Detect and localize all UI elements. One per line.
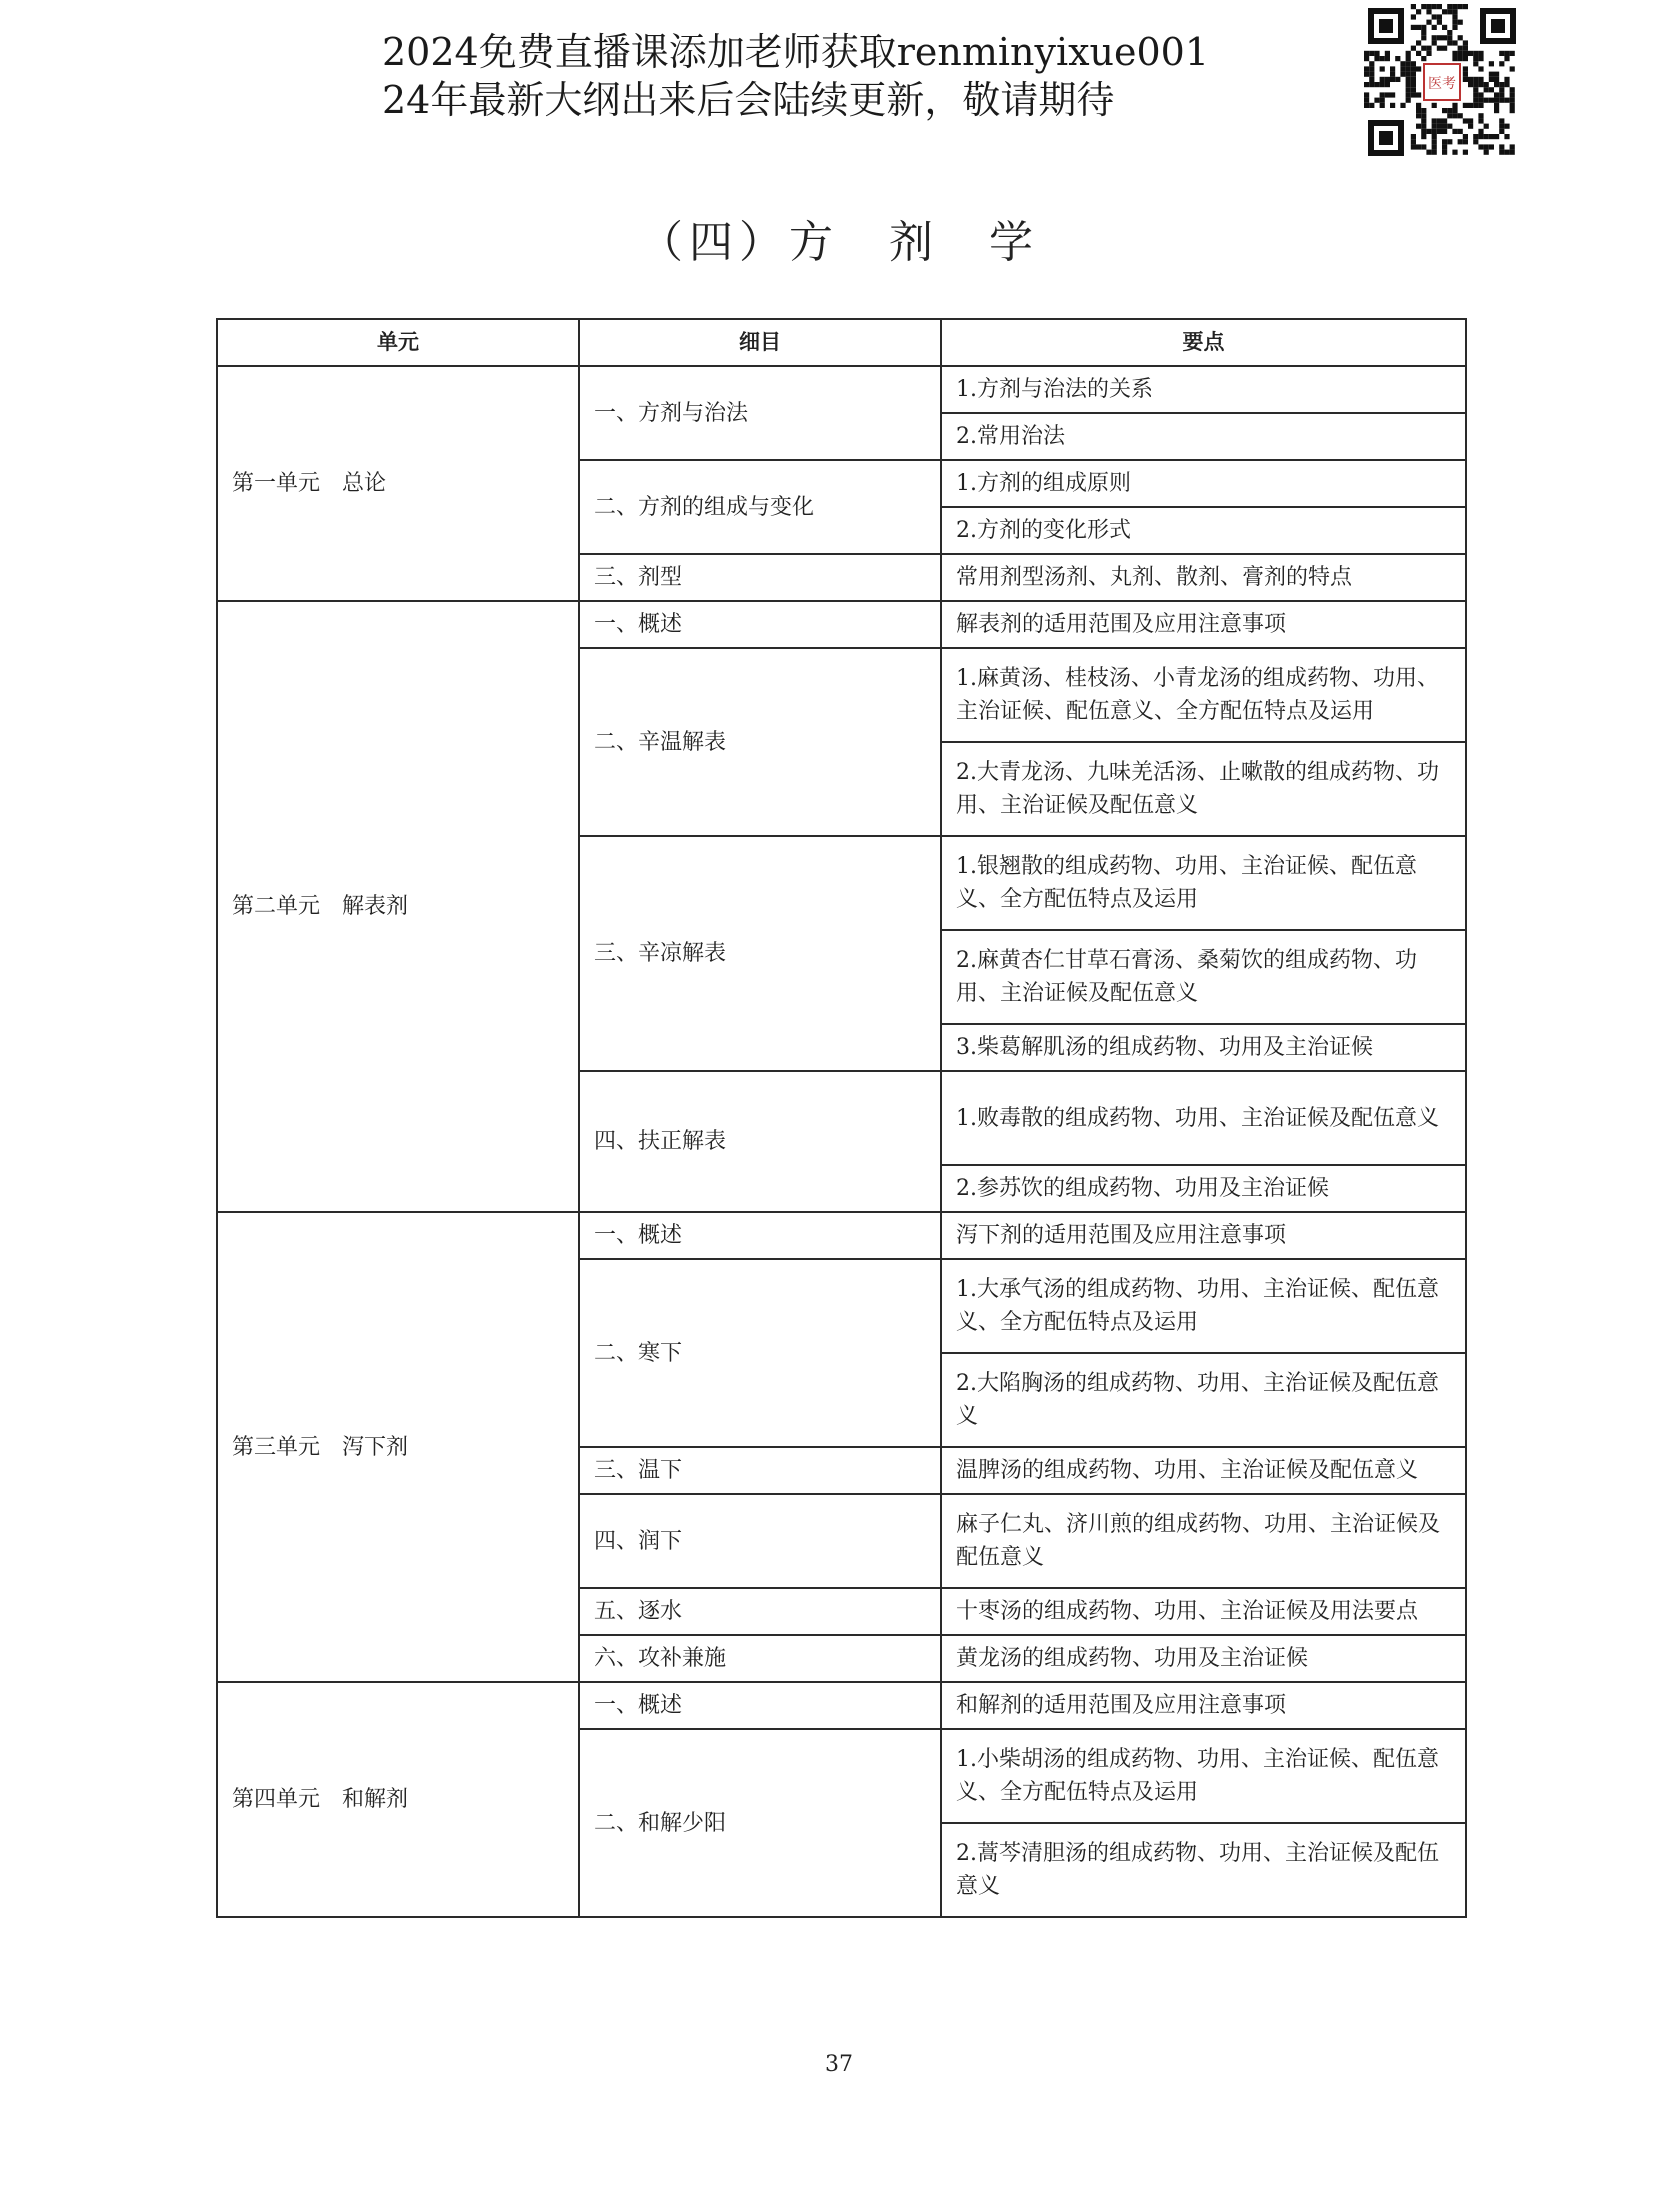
qr-center-logo: 医考 bbox=[1428, 76, 1456, 92]
syllabus-table bbox=[216, 318, 1467, 1918]
item-cell: 三、辛凉解表 bbox=[579, 836, 941, 1071]
table-row bbox=[217, 1212, 1466, 1259]
item-cell: 六、攻补兼施 bbox=[579, 1635, 941, 1682]
point-cell: 1.方剂与治法的关系 bbox=[941, 366, 1466, 413]
point-cell: 泻下剂的适用范围及应用注意事项 bbox=[941, 1212, 1466, 1259]
promo-line-2: 24年最新大纲出来后会陆续更新，敬请期待 bbox=[382, 78, 1115, 122]
unit-cell: 第四单元 和解剂 bbox=[217, 1682, 579, 1917]
item-cell: 一、概述 bbox=[579, 601, 941, 648]
table-row bbox=[217, 366, 1466, 413]
table-row bbox=[217, 1682, 1466, 1729]
point-cell: 麻子仁丸、济川煎的组成药物、功用、主治证候及配伍意义 bbox=[941, 1494, 1466, 1588]
point-cell: 黄龙汤的组成药物、功用及主治证候 bbox=[941, 1635, 1466, 1682]
point-cell: 常用剂型汤剂、丸剂、散剂、膏剂的特点 bbox=[941, 554, 1466, 601]
point-cell: 2.大青龙汤、九味羌活汤、止嗽散的组成药物、功用、主治证候及配伍意义 bbox=[941, 742, 1466, 836]
point-cell: 温脾汤的组成药物、功用、主治证候及配伍意义 bbox=[941, 1447, 1466, 1494]
table-row bbox=[217, 601, 1466, 648]
point-cell: 1.方剂的组成原则 bbox=[941, 460, 1466, 507]
point-cell: 3.柴葛解肌汤的组成药物、功用及主治证候 bbox=[941, 1024, 1466, 1071]
page-number: 37 bbox=[825, 2052, 853, 2077]
point-cell: 2.常用治法 bbox=[941, 413, 1466, 460]
point-cell: 解表剂的适用范围及应用注意事项 bbox=[941, 601, 1466, 648]
qr-code-image bbox=[1364, 4, 1520, 160]
page-title: （四）方 剂 学 bbox=[639, 217, 1039, 268]
item-cell: 四、扶正解表 bbox=[579, 1071, 941, 1212]
item-cell: 四、润下 bbox=[579, 1494, 941, 1588]
item-cell: 一、概述 bbox=[579, 1212, 941, 1259]
unit-cell: 第二单元 解表剂 bbox=[217, 601, 579, 1212]
point-cell: 2.麻黄杏仁甘草石膏汤、桑菊饮的组成药物、功用、主治证候及配伍意义 bbox=[941, 930, 1466, 1024]
promo-line-1: 2024免费直播课添加老师获取renminyixue001 bbox=[382, 30, 1210, 74]
point-cell: 2.方剂的变化形式 bbox=[941, 507, 1466, 554]
point-cell: 2.大陷胸汤的组成药物、功用、主治证候及配伍意义 bbox=[941, 1353, 1466, 1447]
point-cell: 十枣汤的组成药物、功用、主治证候及用法要点 bbox=[941, 1588, 1466, 1635]
promo-header bbox=[382, 28, 1209, 124]
item-cell: 三、剂型 bbox=[579, 554, 941, 601]
point-cell: 1.麻黄汤、桂枝汤、小青龙汤的组成药物、功用、主治证候、配伍意义、全方配伍特点及运用 bbox=[941, 648, 1466, 742]
point-cell: 1.小柴胡汤的组成药物、功用、主治证候、配伍意义、全方配伍特点及运用 bbox=[941, 1729, 1466, 1823]
item-cell: 三、温下 bbox=[579, 1447, 941, 1494]
item-cell: 一、概述 bbox=[579, 1682, 941, 1729]
item-cell: 二、寒下 bbox=[579, 1259, 941, 1447]
unit-cell: 第一单元 总论 bbox=[217, 366, 579, 601]
header-unit: 单元 bbox=[217, 319, 579, 366]
item-cell: 五、逐水 bbox=[579, 1588, 941, 1635]
point-cell: 和解剂的适用范围及应用注意事项 bbox=[941, 1682, 1466, 1729]
table-header-row bbox=[217, 319, 1466, 366]
item-cell: 一、方剂与治法 bbox=[579, 366, 941, 460]
point-cell: 1.败毒散的组成药物、功用、主治证候及配伍意义 bbox=[941, 1071, 1466, 1165]
point-cell: 2.参苏饮的组成药物、功用及主治证候 bbox=[941, 1165, 1466, 1212]
unit-cell: 第三单元 泻下剂 bbox=[217, 1212, 579, 1682]
item-cell: 二、辛温解表 bbox=[579, 648, 941, 836]
item-cell: 二、方剂的组成与变化 bbox=[579, 460, 941, 554]
point-cell: 1.银翘散的组成药物、功用、主治证候、配伍意义、全方配伍特点及运用 bbox=[941, 836, 1466, 930]
point-cell: 2.蒿芩清胆汤的组成药物、功用、主治证候及配伍意义 bbox=[941, 1823, 1466, 1917]
header-point: 要点 bbox=[941, 319, 1466, 366]
header-item: 细目 bbox=[579, 319, 941, 366]
point-cell: 1.大承气汤的组成药物、功用、主治证候、配伍意义、全方配伍特点及运用 bbox=[941, 1259, 1466, 1353]
item-cell: 二、和解少阳 bbox=[579, 1729, 941, 1917]
